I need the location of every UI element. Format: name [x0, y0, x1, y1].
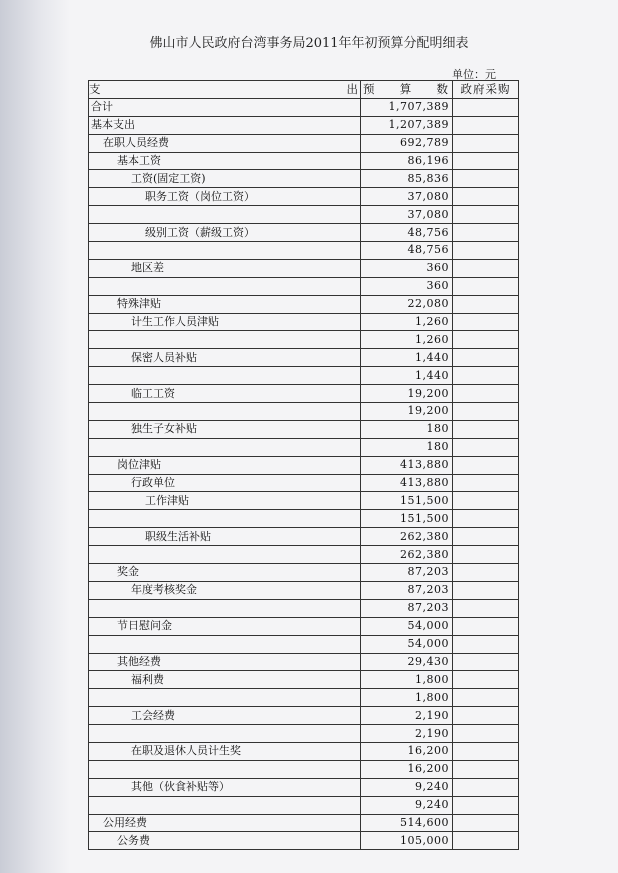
row-procurement: [453, 492, 519, 510]
row-label: 基本支出: [89, 116, 361, 134]
table-row: [89, 725, 519, 743]
table-row: [89, 581, 519, 599]
row-label: 工会经费: [89, 707, 361, 725]
table-row: [89, 116, 519, 134]
row-amount: 29,430: [361, 653, 453, 671]
row-procurement: [453, 242, 519, 260]
table-row: [89, 242, 519, 260]
row-amount: 48,756: [361, 242, 453, 260]
row-procurement: [453, 707, 519, 725]
row-label: [89, 438, 361, 456]
table-row: [89, 259, 519, 277]
table-row: [89, 385, 519, 403]
row-procurement: [453, 832, 519, 850]
row-procurement: [453, 546, 519, 564]
table-row: [89, 796, 519, 814]
row-label: [89, 725, 361, 743]
row-amount: 54,000: [361, 617, 453, 635]
table-row: [89, 474, 519, 492]
row-label: 其他经费: [89, 653, 361, 671]
row-label: 在职人员经费: [89, 134, 361, 152]
row-label: 公用经费: [89, 814, 361, 832]
row-label: 合计: [89, 98, 361, 116]
row-procurement: [453, 295, 519, 313]
row-amount: 1,800: [361, 689, 453, 707]
table-row: [89, 742, 519, 760]
table-row: [89, 707, 519, 725]
row-procurement: [453, 474, 519, 492]
header-procurement: 政府采购: [453, 81, 519, 99]
row-amount: 692,789: [361, 134, 453, 152]
table-row: [89, 295, 519, 313]
row-label: 节日慰问金: [89, 617, 361, 635]
row-label: 奖金: [89, 564, 361, 582]
row-procurement: [453, 277, 519, 295]
scan-shadow: [0, 0, 70, 873]
row-amount: 413,880: [361, 474, 453, 492]
unit-label: 单位：元: [452, 68, 496, 81]
row-procurement: [453, 313, 519, 331]
row-procurement: [453, 617, 519, 635]
table-row: [89, 564, 519, 582]
row-label: 在职及退休人员计生奖: [89, 742, 361, 760]
row-label: [89, 510, 361, 528]
row-procurement: [453, 653, 519, 671]
row-amount: 9,240: [361, 778, 453, 796]
row-label: [89, 796, 361, 814]
row-procurement: [453, 367, 519, 385]
row-label: [89, 331, 361, 349]
row-procurement: [453, 510, 519, 528]
row-amount: 151,500: [361, 492, 453, 510]
row-label: [89, 599, 361, 617]
row-label: 工资(固定工资): [89, 170, 361, 188]
row-amount: 360: [361, 259, 453, 277]
row-amount: 16,200: [361, 760, 453, 778]
row-procurement: [453, 349, 519, 367]
row-procurement: [453, 599, 519, 617]
table-row: [89, 599, 519, 617]
row-amount: 48,756: [361, 224, 453, 242]
row-procurement: [453, 635, 519, 653]
row-label: 职务工资（岗位工资）: [89, 188, 361, 206]
row-procurement: [453, 760, 519, 778]
row-amount: 54,000: [361, 635, 453, 653]
table-row: [89, 134, 519, 152]
row-label: 年度考核奖金: [89, 581, 361, 599]
table-row: [89, 689, 519, 707]
row-label: 地区差: [89, 259, 361, 277]
row-amount: 262,380: [361, 528, 453, 546]
header-budget: [361, 81, 453, 99]
row-amount: 87,203: [361, 581, 453, 599]
row-label: [89, 635, 361, 653]
table-row: [89, 510, 519, 528]
table-row: [89, 617, 519, 635]
row-label: 基本工资: [89, 152, 361, 170]
row-label: 临工工资: [89, 385, 361, 403]
row-procurement: [453, 152, 519, 170]
table-row: [89, 206, 519, 224]
row-label: [89, 206, 361, 224]
row-amount: 151,500: [361, 510, 453, 528]
row-amount: 19,200: [361, 403, 453, 421]
row-amount: 2,190: [361, 725, 453, 743]
row-procurement: [453, 742, 519, 760]
row-amount: 180: [361, 438, 453, 456]
table-row: [89, 188, 519, 206]
row-procurement: [453, 671, 519, 689]
row-procurement: [453, 206, 519, 224]
row-procurement: [453, 456, 519, 474]
row-label: [89, 367, 361, 385]
row-procurement: [453, 796, 519, 814]
row-procurement: [453, 725, 519, 743]
table-row: [89, 760, 519, 778]
row-amount: 1,260: [361, 313, 453, 331]
table-row: [89, 832, 519, 850]
row-procurement: [453, 420, 519, 438]
table-row: [89, 313, 519, 331]
row-amount: 262,380: [361, 546, 453, 564]
table-row: [89, 814, 519, 832]
row-amount: 37,080: [361, 206, 453, 224]
row-procurement: [453, 188, 519, 206]
table-row: [89, 403, 519, 421]
row-amount: 413,880: [361, 456, 453, 474]
table-row: [89, 367, 519, 385]
row-procurement: [453, 778, 519, 796]
row-label: [89, 760, 361, 778]
header-expenditure: [89, 81, 361, 99]
row-label: [89, 242, 361, 260]
table-row: [89, 492, 519, 510]
row-label: [89, 546, 361, 564]
table-row: [89, 778, 519, 796]
row-procurement: [453, 134, 519, 152]
table-row: [89, 546, 519, 564]
table-row: [89, 349, 519, 367]
row-procurement: [453, 98, 519, 116]
table-row: [89, 420, 519, 438]
header-budget-right: 数: [436, 82, 448, 97]
header-budget-left: 预: [363, 82, 375, 97]
row-label: 其他（伙食补贴等）: [89, 778, 361, 796]
row-label: 保密人员补贴: [89, 349, 361, 367]
row-amount: 2,190: [361, 707, 453, 725]
row-amount: 180: [361, 420, 453, 438]
table-row: [89, 98, 519, 116]
row-label: [89, 403, 361, 421]
row-amount: 85,836: [361, 170, 453, 188]
budget-table: [88, 80, 519, 850]
row-label: [89, 689, 361, 707]
row-amount: 19,200: [361, 385, 453, 403]
row-label: 岗位津贴: [89, 456, 361, 474]
header-budget-mid: 算: [399, 82, 412, 97]
row-label: 特殊津贴: [89, 295, 361, 313]
row-amount: 1,707,389: [361, 98, 453, 116]
row-amount: 9,240: [361, 796, 453, 814]
table-header-row: [89, 81, 519, 99]
row-procurement: [453, 116, 519, 134]
row-amount: 87,203: [361, 599, 453, 617]
row-label: [89, 277, 361, 295]
header-expenditure-left: 支: [89, 82, 101, 97]
row-amount: 1,260: [361, 331, 453, 349]
row-procurement: [453, 528, 519, 546]
table-row: [89, 170, 519, 188]
row-amount: 1,440: [361, 349, 453, 367]
row-amount: 1,207,389: [361, 116, 453, 134]
row-label: 福利费: [89, 671, 361, 689]
row-procurement: [453, 689, 519, 707]
table-row: [89, 438, 519, 456]
row-amount: 105,000: [361, 832, 453, 850]
row-procurement: [453, 581, 519, 599]
row-amount: 360: [361, 277, 453, 295]
row-procurement: [453, 438, 519, 456]
document-title: 佛山市人民政府台湾事务局2011年年初预算分配明细表: [149, 36, 469, 51]
row-procurement: [453, 385, 519, 403]
table-row: [89, 528, 519, 546]
row-label: 行政单位: [89, 474, 361, 492]
row-amount: 37,080: [361, 188, 453, 206]
table-row: [89, 653, 519, 671]
row-amount: 86,196: [361, 152, 453, 170]
row-amount: 87,203: [361, 564, 453, 582]
row-procurement: [453, 403, 519, 421]
row-procurement: [453, 814, 519, 832]
row-procurement: [453, 331, 519, 349]
table-row: [89, 277, 519, 295]
row-label: 公务费: [89, 832, 361, 850]
table-row: [89, 224, 519, 242]
table-row: [89, 331, 519, 349]
row-procurement: [453, 224, 519, 242]
row-procurement: [453, 170, 519, 188]
table-row: [89, 635, 519, 653]
table-row: [89, 456, 519, 474]
row-procurement: [453, 259, 519, 277]
header-expenditure-right: 出: [346, 82, 358, 97]
row-amount: 16,200: [361, 742, 453, 760]
row-label: 职级生活补贴: [89, 528, 361, 546]
row-label: 独生子女补贴: [89, 420, 361, 438]
row-label: 计生工作人员津贴: [89, 313, 361, 331]
row-label: 工作津贴: [89, 492, 361, 510]
row-label: 级别工资（薪级工资）: [89, 224, 361, 242]
row-amount: 22,080: [361, 295, 453, 313]
row-amount: 1,440: [361, 367, 453, 385]
table-row: [89, 671, 519, 689]
row-amount: 1,800: [361, 671, 453, 689]
row-procurement: [453, 564, 519, 582]
row-amount: 514,600: [361, 814, 453, 832]
table-row: [89, 152, 519, 170]
